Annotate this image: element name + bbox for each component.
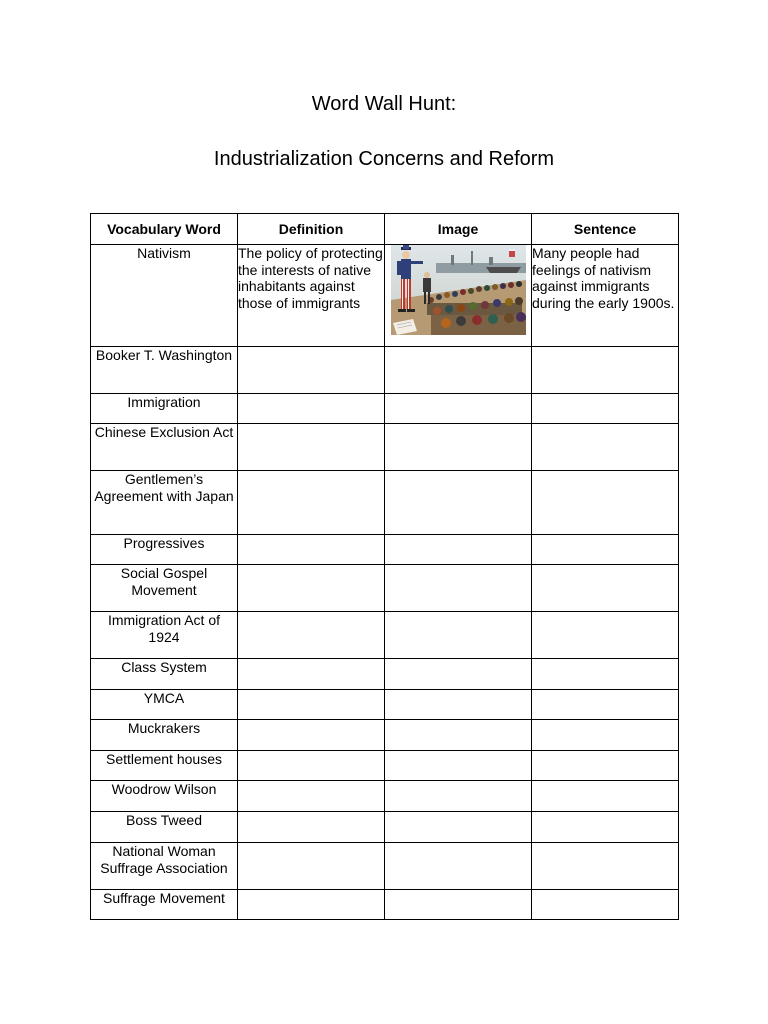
vocabulary-word-cell: Chinese Exclusion Act [91,424,238,471]
political-cartoon-image [391,245,526,335]
vocabulary-word-cell: Settlement houses [91,751,238,781]
table-row [91,751,679,781]
sentence-cell [532,535,679,565]
table-row [91,612,679,659]
vocabulary-word-cell: National Woman Suffrage Association [91,843,238,890]
image-cell [385,843,532,890]
sentence-cell [532,394,679,424]
table-row [91,890,679,920]
sentence-cell [532,690,679,720]
vocabulary-word-cell: Progressives [91,535,238,565]
table-row [91,690,679,720]
table-row [91,424,679,471]
vocabulary-table [90,213,679,920]
definition-cell [238,781,385,812]
image-cell [385,781,532,812]
definition-cell [238,535,385,565]
image-cell [385,245,532,347]
table-row [91,245,679,347]
table-row [91,843,679,890]
sentence-cell [532,347,679,394]
header-sentence: Sentence [532,214,679,245]
vocabulary-word-cell: Gentlemen’s Agreement with Japan [91,471,238,535]
definition-cell [238,890,385,920]
image-cell [385,394,532,424]
definition-cell [238,347,385,394]
definition-cell [238,424,385,471]
table-row [91,720,679,751]
image-cell [385,720,532,751]
sentence-cell [532,720,679,751]
table-row [91,535,679,565]
table-row [91,781,679,812]
definition-cell [238,394,385,424]
definition-cell [238,690,385,720]
vocabulary-word-cell: Class System [91,659,238,690]
table-row [91,812,679,843]
sentence-cell [532,890,679,920]
definition-cell [238,565,385,612]
vocabulary-word-cell: Muckrakers [91,720,238,751]
definition-cell [238,659,385,690]
image-cell [385,751,532,781]
definition-cell [238,751,385,781]
vocabulary-word-cell: Woodrow Wilson [91,781,238,812]
page-title: Word Wall Hunt: [311,93,457,115]
sentence-cell [532,659,679,690]
header-image: Image [385,214,532,245]
header-definition: Definition [238,214,385,245]
table-row [91,659,679,690]
vocabulary-word-cell: Immigration Act of 1924 [91,612,238,659]
image-cell [385,535,532,565]
vocabulary-word-cell: Boss Tweed [91,812,238,843]
vocabulary-word-cell: Booker T. Washington [91,347,238,394]
sentence-cell [532,612,679,659]
sentence-cell [532,843,679,890]
image-cell [385,471,532,535]
image-cell [385,890,532,920]
sentence-cell [532,424,679,471]
image-cell [385,812,532,843]
vocabulary-word-cell: Suffrage Movement [91,890,238,920]
definition-cell [238,471,385,535]
table-row [91,565,679,612]
image-cell [385,690,532,720]
definition-cell [238,843,385,890]
sentence-cell [532,565,679,612]
vocabulary-word-cell: Social Gospel Movement [91,565,238,612]
definition-cell [238,720,385,751]
image-cell [385,347,532,394]
vocabulary-word-cell: YMCA [91,690,238,720]
sentence-cell [532,781,679,812]
table-header-row [91,214,679,245]
definition-cell: The policy of protecting the interests of native inhabitants against those of immigrants [238,245,385,347]
sentence-cell [532,471,679,535]
definition-cell [238,812,385,843]
image-cell [385,612,532,659]
page-subtitle: Industrialization Concerns and Reform [213,148,555,170]
image-cell [385,565,532,612]
sentence-cell [532,751,679,781]
definition-cell [238,612,385,659]
table-row [91,347,679,394]
header-vocabulary-word: Vocabulary Word [91,214,238,245]
vocabulary-word-cell: Nativism [91,245,238,347]
table-row [91,394,679,424]
sentence-cell: Many people had feelings of nativism against immigrants during the early 1900s. [532,245,679,347]
sentence-cell [532,812,679,843]
image-cell [385,659,532,690]
table-row [91,471,679,535]
image-cell [385,424,532,471]
vocabulary-word-cell: Immigration [91,394,238,424]
